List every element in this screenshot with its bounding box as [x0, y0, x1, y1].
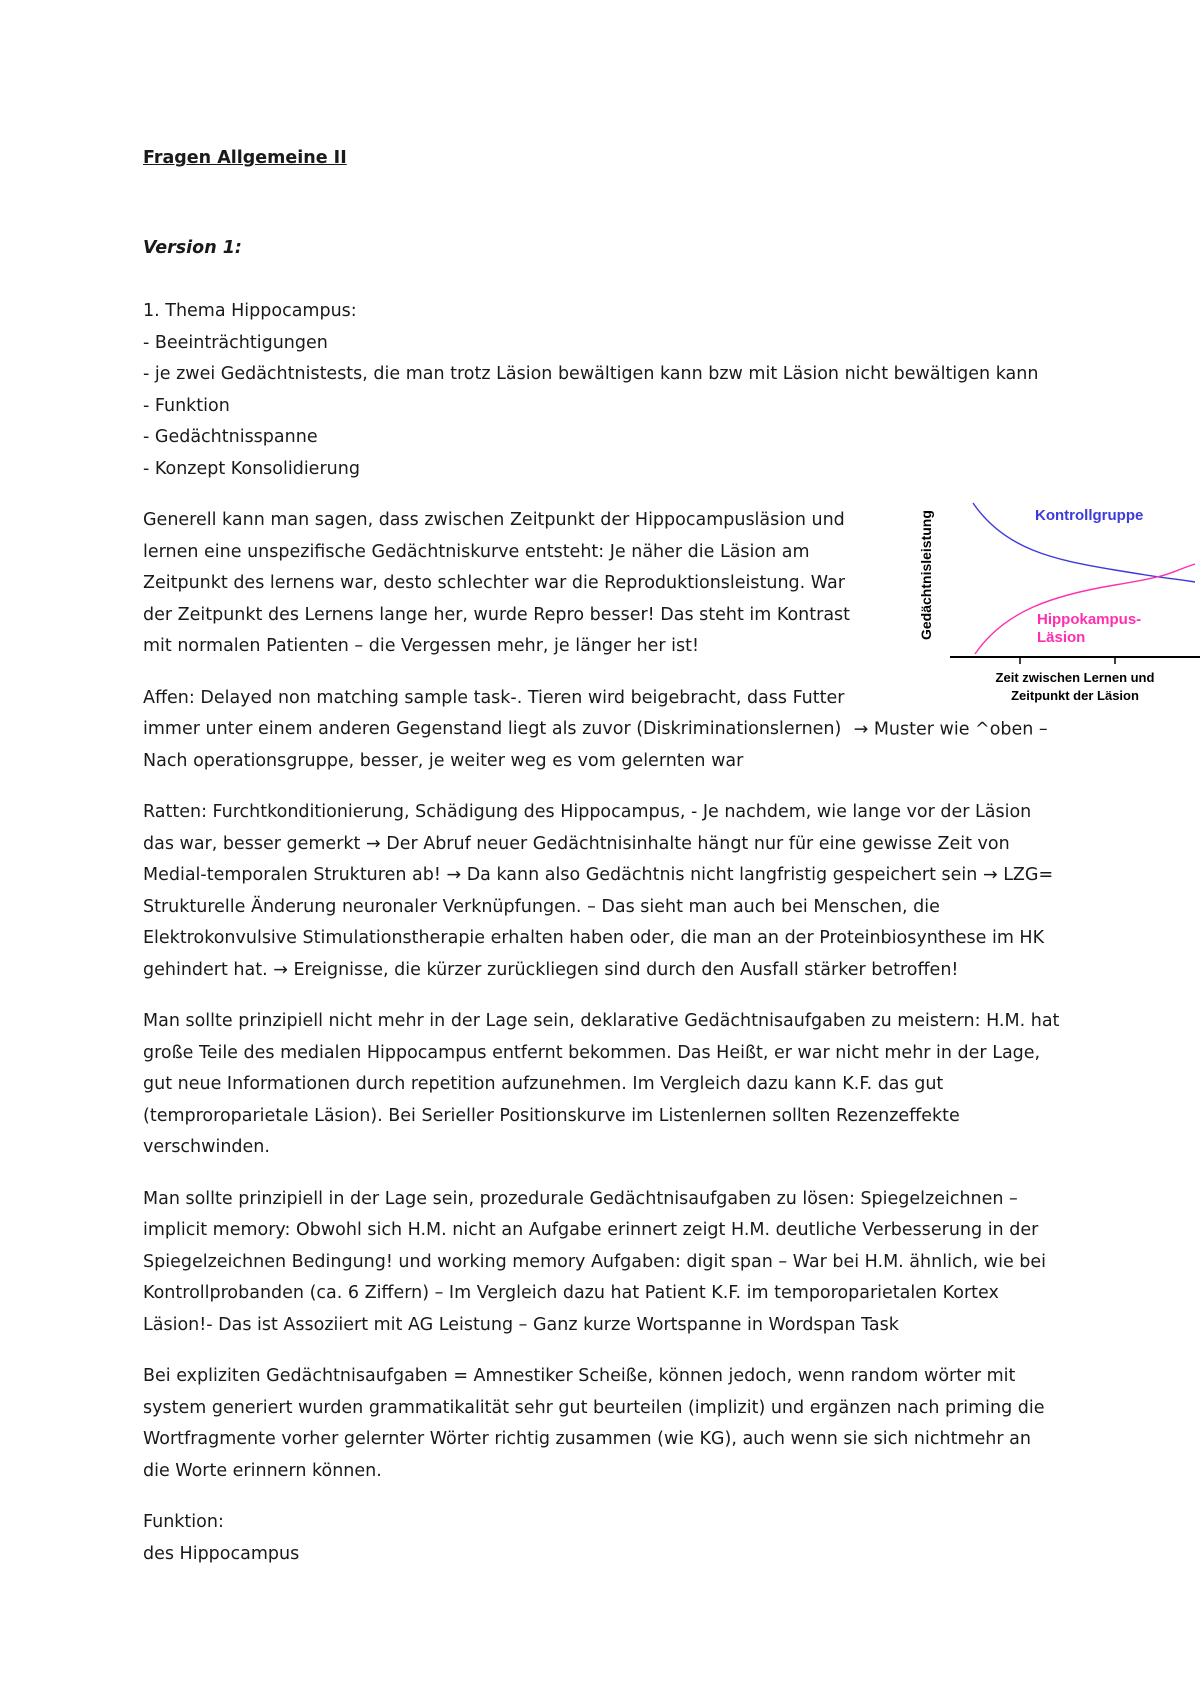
bullet-item: - je zwei Gedächtnistests, die man trotz Läsion bewältigen kann bzw mit Läsion nicht bewältigen kann: [143, 364, 1039, 384]
version-heading: Version 1:: [143, 237, 242, 258]
legend-label-hippokampus-line1: Hippokampus-: [1037, 611, 1142, 628]
bullet-item: - Beeinträchtigungen: [143, 332, 328, 353]
document-body: [143, 143, 1063, 1570]
x-axis-label-line2: Zeitpunkt der Läsion: [1011, 688, 1139, 703]
topic-heading: 1. Thema Hippocampus:: [143, 301, 357, 321]
paragraph-ratten-text-3: Da kann also Gedächtnis nicht langfristig gespeichert sein: [466, 865, 978, 885]
paragraph-ratten: [143, 797, 1063, 986]
paragraph-affen-text-1: Affen: Delayed non matching sample task-. Tieren wird beigebracht, dass Futter immer unter einem anderen Gegenstand liegt als zuvor (Diskriminationslernen): [143, 687, 845, 739]
paragraph-prozedural: Man sollte prinzipiell in der Lage sein, prozedurale Gedächtnisaufgaben zu lösen: Spiegelzeichnen – implicit memory: Obwohl sich H.M. nicht an Aufgabe erinnert zeigt H.M. deutliche Verbesserung in der Spiegelzeichnen Bedingung! und working memory Aufgaben: digit span – War bei H.M. ähnlich, wie bei Kontrollprobanden (ca. 6 Ziffern) – Im Vergleich dazu hat Patient K.F. im temporoparietalen Kortex Läsion!- Das ist Assoziiert mit AG Leistung – Ganz kurze Wortspanne in Wordspan Task: [143, 1188, 1047, 1335]
paragraph-ratten-text-4: LZG= Strukturelle Änderung neuronaler Verknüpfungen. – Das sieht man auch bei Menschen, die Elektrokonvulsive Stimulationstherapie erhalten haben oder, die man an der Proteinbiosynthese im HK gehindert hat.: [143, 865, 1054, 980]
y-axis-label: Gedächtnisleistung: [918, 510, 934, 640]
memory-curve-svg: [905, 470, 1200, 715]
topic-bullet-list: [143, 328, 1063, 486]
arrow-icon: →: [982, 865, 998, 885]
legend-label-hippokampus-line2: Läsion: [1037, 629, 1086, 646]
paragraph-explizit: Bei expliziten Gedächtnisaufgaben = Amnestiker Scheiße, können jedoch, wenn random wörter mit system generiert wurden grammatikalität sehr gut beurteilen (implizit) und ergänzen nach priming die Wortfragmente vorher gelernter Wörter richtig zusammen (wie KG), auch wenn sie sich nichtmehr an die Worte erinnern können.: [143, 1366, 1045, 1481]
memory-curve-figure: [905, 470, 1200, 715]
document-title: Fragen Allgemeine II: [143, 148, 347, 168]
paragraph-deklarativ: Man sollte prinzipiell nicht mehr in der Lage sein, deklarative Gedächtnisaufgaben zu meistern: H.M. hat große Teile des medialen Hippocampus entfernt bekommen. Das Heißt, er war nicht mehr in der Lage, gut neue Informationen durch repetition aufzunehmen. Im Vergleich dazu kann K.F. das gut (temproroparietale Läsion). Bei Serieller Positionskurve im Listenlernen sollten Rezenzeffekte verschwinden.: [143, 1011, 1060, 1157]
paragraph-ratten-text-5: Ereignisse, die kürzer zurückliegen sind durch den Ausfall stärker betroffen!: [293, 959, 959, 980]
paragraph-ratten-text-1: Ratten: Furchtkonditionierung, Schädigung des Hippocampus, - Je nachdem, wie lange vor der Läsion das war, besser gemerkt: [143, 802, 1032, 854]
arrow-icon: →: [853, 719, 869, 739]
paragraph-ratten-text-2: Der Abruf neuer Gedächtnisinhalte hängt nur für eine gewisse Zeit von Medial-temporalen Strukturen ab!: [143, 833, 1010, 885]
paragraph-affen-text-2: Muster wie ^oben – Nach operationsgruppe, besser, je weiter weg es vom gelernten war: [143, 719, 1048, 771]
arrow-icon: →: [273, 959, 288, 980]
bullet-item: - Funktion: [143, 395, 230, 416]
funktion-heading: Funktion:: [143, 1512, 224, 1532]
paragraph-generell: Generell kann man sagen, dass zwischen Zeitpunkt der Hippocampusläsion und lernen eine unspezifische Gedächtniskurve entsteht: Je näher die Läsion am Zeitpunkt des lernens war, desto schlechter war die Reproduktionsleistung. War der Zeitpunkt des Lernens lange her, wurde Repro besser! Das steht im Kontrast mit normalen Patienten – die Vergessen mehr, je länger her ist!: [143, 510, 851, 656]
arrow-icon: →: [446, 865, 462, 885]
bullet-item: - Gedächtnisspanne: [143, 427, 318, 447]
funktion-subheading: des Hippocampus: [143, 1543, 300, 1564]
x-axis-label-line1: Zeit zwischen Lernen und: [995, 670, 1155, 685]
bullet-item: - Konzept Konsolidierung: [143, 458, 360, 479]
legend-label-kontrollgruppe: Kontrollgruppe: [1035, 507, 1144, 524]
arrow-icon: →: [365, 833, 381, 854]
